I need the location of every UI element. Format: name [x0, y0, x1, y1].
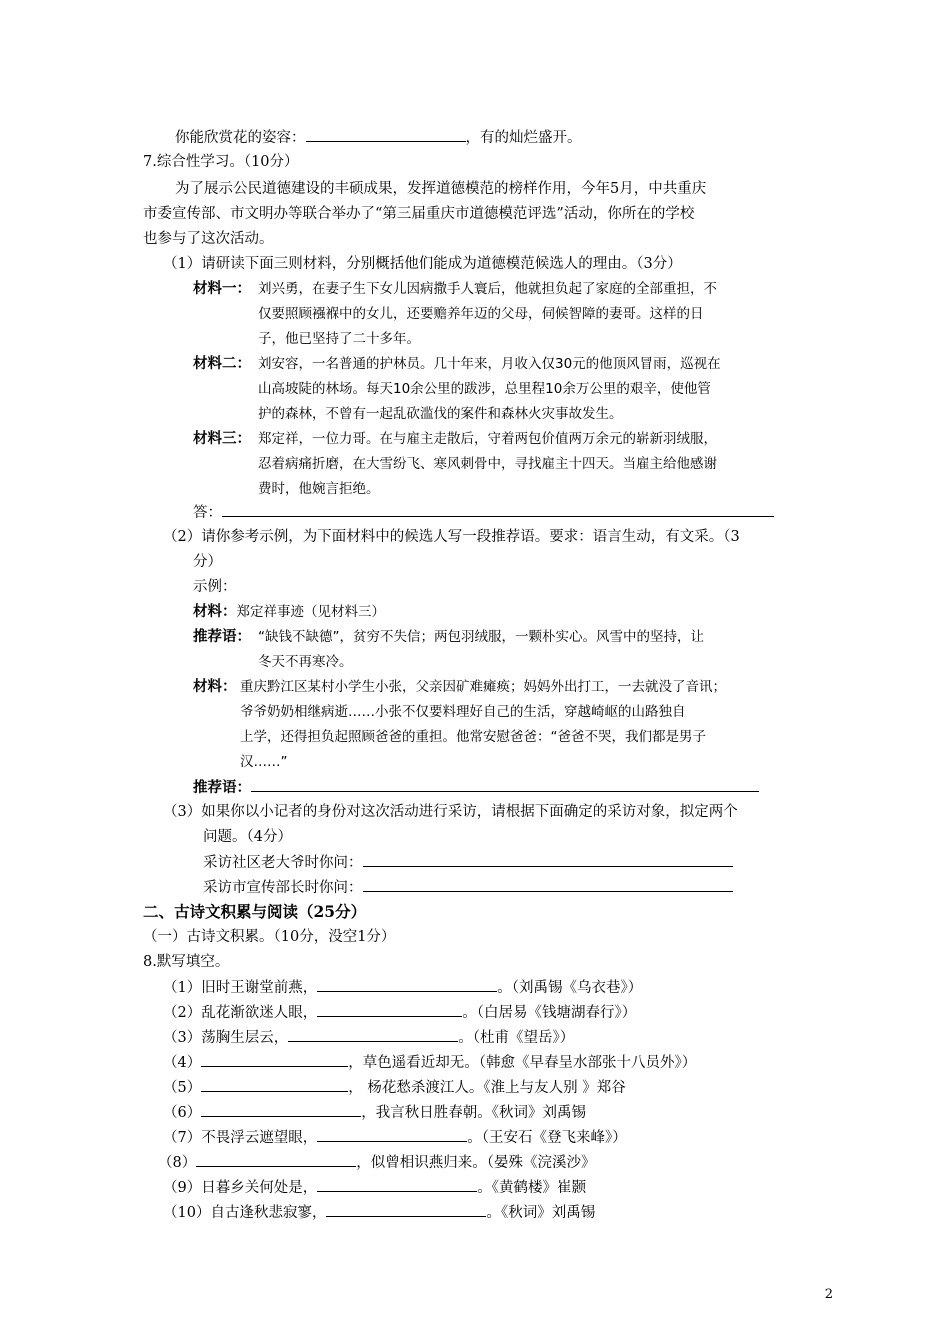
material-text: 仅要照顾襁褓中的女儿，还要赡养年迈的父母，伺候智障的妻哥。这样的日	[258, 306, 704, 322]
answer-blank[interactable]	[201, 1102, 361, 1117]
page-number: 2	[824, 1287, 833, 1302]
material-label: 材料二：	[193, 355, 251, 372]
answer-blank[interactable]	[201, 1077, 348, 1092]
question-8-title: 8.默写填空。	[143, 954, 230, 970]
poem-fill-item: （6） ，我言秋日胜春朝。《秋词》刘禹锡	[163, 1102, 586, 1123]
material-text: 山高坡陡的林场。每天10余公里的跋涉，总里程10余万公里的艰辛，使他管	[258, 381, 711, 397]
interview-question-line: 采访社区老大爷时你问：	[203, 852, 733, 873]
question-7-title: 7.综合性学习。（10分）	[143, 154, 299, 170]
q7-intro-line: 市委宣传部、市文明办等联合举办了“第三届重庆市道德模范评选”活动，你所在的学校	[143, 206, 695, 222]
poem-fill-item: （8） ，似曾相识燕归来。（晏殊《浣溪沙》	[158, 1152, 595, 1173]
q7-part3-prompt: （3）如果你以小记者的身份对这次活动进行采访，请根据下面确定的采访对象，拟定两个	[163, 804, 738, 820]
answer-blank[interactable]	[363, 852, 733, 867]
interview-question-line: 采访市宣传部长时你问：	[203, 877, 733, 898]
section-heading: 二、古诗文积累与阅读（25分）	[143, 902, 367, 921]
poem-fill-item: （4） ，草色遥看近却无。（韩愈《早春呈水部张十八员外》）	[163, 1052, 696, 1073]
q7-intro-line: 也参与了这次活动。	[143, 231, 274, 247]
answer-blank[interactable]	[306, 127, 466, 142]
poem-fill-item: （3）荡胸生层云， 。（杜甫《望岳》）	[163, 1027, 574, 1048]
answer-blank[interactable]	[317, 1177, 477, 1192]
poem-fill-item: （10）自古逢秋悲寂寥， 。《秋词》刘禹锡	[163, 1202, 595, 1223]
material-text: 刘兴勇，在妻子生下女儿因病撒手人寰后，他就担负起了家庭的全部重担，不	[258, 281, 717, 297]
answer-blank[interactable]	[251, 777, 759, 792]
answer-blank[interactable]	[317, 1002, 462, 1017]
material-label: 材料三：	[193, 430, 251, 447]
material-text: 护的森林，不曾有一起乱砍滥伐的案件和森林火灾事故发生。	[258, 406, 623, 422]
poem-fill-item: （1）旧时王谢堂前燕， 。（刘禹锡《乌衣巷》）	[163, 977, 642, 998]
q7-intro-line: 为了展示公民道德建设的丰硕成果，发挥道德模范的榜样作用，今年5月，中共重庆	[175, 181, 707, 197]
answer-blank[interactable]	[196, 1152, 356, 1167]
poem-fill-item: （7）不畏浮云遮望眼， 。（王安石《登飞来峰》）	[163, 1127, 627, 1148]
material-text: 费时，他婉言拒绝。	[258, 481, 380, 497]
answer-blank[interactable]	[288, 1027, 458, 1042]
example-label: 示例：	[193, 579, 237, 595]
recommend-answer-line: 推荐语：	[193, 777, 759, 798]
answer-line: 答：	[193, 502, 774, 523]
material-text: 刘安容，一名普通的护林员。几十年来，月收入仅30元的他顶风冒雨，巡视在	[258, 356, 721, 372]
poem-fill-item: （2）乱花渐欲迷人眼， 。（白居易《钱塘湖春行》）	[163, 1002, 636, 1023]
poem-fill-item: （9）日暮乡关何处是， 。《黄鹤楼》崔颢	[163, 1177, 586, 1198]
q7-part1-prompt: （1）请研读下面三则材料，分别概括他们能成为道德模范候选人的理由。（3分）	[163, 256, 682, 272]
answer-blank[interactable]	[317, 977, 497, 992]
answer-blank[interactable]	[363, 877, 733, 892]
poem-fill-item: （5） ， 杨花愁杀渡江人。《淮上与友人别 》郑谷	[163, 1077, 626, 1098]
answer-blank[interactable]	[201, 1052, 348, 1067]
material-text: 忍着病痛折磨，在大雪纷飞、寒风刺骨中，寻找雇主十四天。当雇主给他感谢	[258, 456, 717, 472]
q7-part3-prompt: 问题。（4分）	[203, 829, 292, 845]
material-text: 汉……”	[240, 754, 288, 770]
recommend-label: 推荐语：	[193, 628, 251, 645]
answer-blank[interactable]	[326, 1202, 486, 1217]
subsection-heading: （一）古诗文积累。（10分，没空1分）	[143, 929, 396, 945]
q7-part2-prompt: （2）请你参考示例，为下面材料中的候选人写一段推荐语。要求：语言生动，有文采。（3	[163, 529, 740, 545]
material-label: 材料一：	[193, 280, 251, 297]
q7-part2-prompt: 分）	[193, 554, 222, 570]
recommend-text: 冬天不再寒冷。	[258, 654, 353, 670]
answer-blank[interactable]	[317, 1127, 467, 1142]
example-material: 材料：郑定祥事迹（见材料三）	[193, 603, 385, 620]
material-text: 上学，还得担负起照顾爸爸的重担。他常安慰爸爸：“爸爸不哭，我们都是男子	[240, 729, 706, 745]
recommend-text: “缺钱不缺德”，贫穷不失信；两包羽绒服，一颗朴实心。风雪中的坚持，让	[258, 629, 704, 645]
fill-line-flower: 你能欣赏花的姿容： ，有的灿烂盛开。	[175, 127, 582, 148]
material-label: 材料：	[193, 678, 237, 695]
material-text: 子，他已坚持了二十多年。	[258, 331, 420, 347]
material-text: 重庆黔江区某村小学生小张，父亲因矿难瘫痪；妈妈外出打工，一去就没了音讯；	[240, 679, 726, 695]
material-text: 郑定祥，一位力哥。在与雇主走散后，守着两包价值两万余元的崭新羽绒服，	[258, 431, 717, 447]
material-text: 爷爷奶奶相继病逝……小张不仅要料理好自己的生活，穿越崎岖的山路独自	[240, 704, 686, 720]
answer-blank[interactable]	[222, 502, 774, 517]
